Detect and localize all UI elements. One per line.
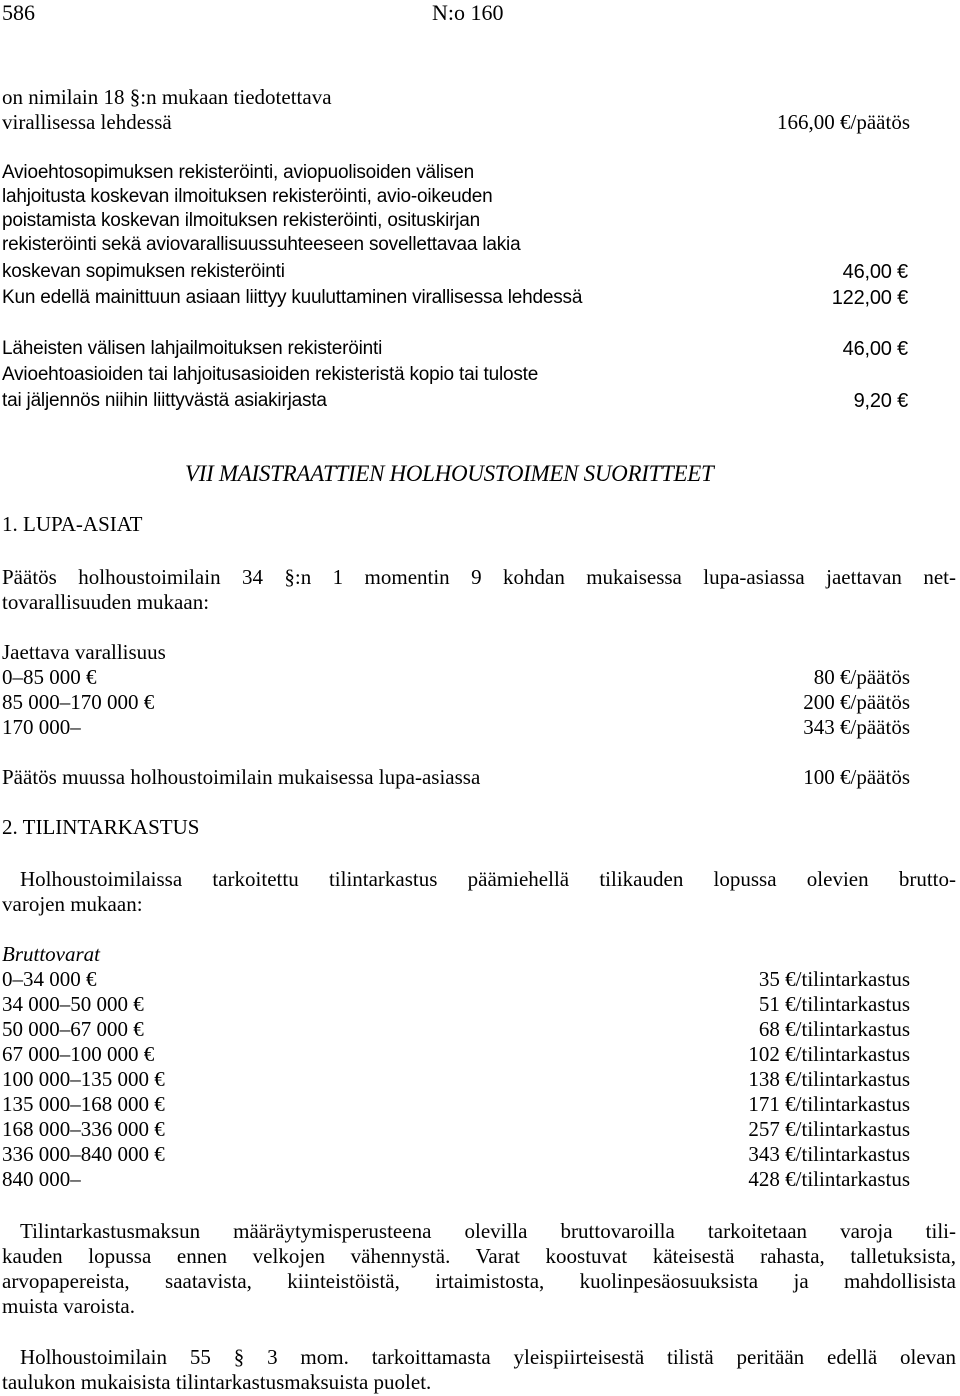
issue-number: N:o 160 xyxy=(432,0,504,25)
tilintarkastus-paragraph-2 xyxy=(2,1345,956,1395)
lupa-row-range: 85 000–170 000 € xyxy=(2,690,155,714)
tilintarkastus-intro-line1: Holhoustoimilaissa tarkoitettu tilintarkastus päämiehellä tilikauden lopussa olevien brutto- xyxy=(20,867,956,891)
block1-line1: on nimilain 18 §:n mukaan tiedotettava xyxy=(2,85,332,109)
lupa-other-label: Päätös muussa holhoustoimilain mukaisessa lupa-asiassa xyxy=(2,765,481,789)
tilintarkastus-row-range: 840 000– xyxy=(2,1167,81,1191)
lupa-intro-line1: Päätös holhoustoimilain 34 §:n 1 momentin 9 kohdan mukaisessa lupa-asiassa jaettavan net- xyxy=(2,565,956,589)
page-number: 586 xyxy=(2,0,35,25)
tilintarkastus-row-range: 100 000–135 000 € xyxy=(2,1067,165,1091)
tilintarkastus-row-fee: 138 €/tilintarkastus xyxy=(748,1067,910,1091)
block2-line3: poistamista koskevan ilmoituksen rekisteröinti, osituskirjan xyxy=(2,210,480,231)
lupa-heading: 1. LUPA-ASIAT xyxy=(2,512,143,536)
tilintarkastus-row-fee: 35 €/tilintarkastus xyxy=(758,967,910,991)
block2-line1: Avioehtosopimuksen rekisteröinti, aviopuolisoiden välisen xyxy=(2,162,474,183)
lupa-row-range: 0–85 000 € xyxy=(2,665,97,689)
tilintarkastus-row-fee: 257 €/tilintarkastus xyxy=(748,1117,910,1141)
lupa-row-range: 170 000– xyxy=(2,715,81,739)
block1-line2: virallisessa lehdessä xyxy=(2,110,172,134)
tilintarkastus-row-range: 168 000–336 000 € xyxy=(2,1117,165,1141)
block3-amount3: 9,20 € xyxy=(853,390,908,412)
lupa-other-fee: 100 €/päätös xyxy=(803,765,910,789)
tilintarkastus-row-fee: 171 €/tilintarkastus xyxy=(748,1092,910,1116)
paragraph-2-line: Holhoustoimilain 55 § 3 mom. tarkoittamasta yleispiirteisestä tilistä peritään edellä olevan xyxy=(20,1345,956,1369)
tilintarkastus-row-range: 67 000–100 000 € xyxy=(2,1042,155,1066)
paragraph-1-line: arvopapereista, saatavista, kiinteistöistä, irtaimistosta, kuolinpesäosuuksista ja mahdollisista xyxy=(2,1269,956,1293)
tilintarkastus-row-range: 50 000–67 000 € xyxy=(2,1017,144,1041)
section-title: VII MAISTRAATTIEN HOLHOUSTOIMEN SUORITTEET xyxy=(185,461,714,486)
tilintarkastus-row-fee: 428 €/tilintarkastus xyxy=(748,1167,910,1191)
lupa-row-fee: 200 €/päätös xyxy=(803,690,910,714)
lupa-table-heading: Jaettava varallisuus xyxy=(2,640,166,664)
tilintarkastus-intro-line2: varojen mukaan: xyxy=(2,892,143,916)
block3-line1: Läheisten välisen lahjailmoituksen rekisteröinti xyxy=(2,338,383,359)
paragraph-1-line: kauden lopussa ennen velkojen vähennystä. Varat koostuvat käteisestä rahasta, talletuksista, xyxy=(2,1244,956,1268)
paragraph-1-line: muista varoista. xyxy=(2,1294,135,1318)
block2-line4: rekisteröinti sekä aviovarallisuussuhteeseen sovellettavaa lakia xyxy=(2,234,521,255)
block2-line2: lahjoitusta koskevan ilmoituksen rekisteröinti, avio-oikeuden xyxy=(2,186,493,207)
tilintarkastus-row-range: 135 000–168 000 € xyxy=(2,1092,165,1116)
block1-amount: 166,00 €/päätös xyxy=(777,110,910,134)
tilintarkastus-intro xyxy=(2,867,956,917)
paragraph-1-line: Tilintarkastusmaksun määräytymisperusteena olevilla bruttovaroilla tarkoitetaan varoja tili- xyxy=(20,1219,956,1243)
tilintarkastus-row-fee: 102 €/tilintarkastus xyxy=(748,1042,910,1066)
tilintarkastus-row-fee: 51 €/tilintarkastus xyxy=(758,992,910,1016)
lupa-row-fee: 343 €/päätös xyxy=(803,715,910,739)
block2-amount6: 122,00 € xyxy=(831,287,908,309)
tilintarkastus-row-range: 0–34 000 € xyxy=(2,967,97,991)
block3-amount1: 46,00 € xyxy=(842,338,908,360)
tilintarkastus-row-range: 34 000–50 000 € xyxy=(2,992,144,1016)
tilintarkastus-table-heading: Bruttovarat xyxy=(2,942,100,966)
tilintarkastus-row-fee: 68 €/tilintarkastus xyxy=(758,1017,910,1041)
tilintarkastus-paragraph-1 xyxy=(2,1219,956,1319)
block2-line5: koskevan sopimuksen rekisteröinti xyxy=(2,261,285,282)
lupa-intro xyxy=(2,565,956,615)
paragraph-2-line: taulukon mukaisista tilintarkastusmaksuista puolet. xyxy=(2,1370,432,1394)
block2-line6: Kun edellä mainittuun asiaan liittyy kuuluttaminen virallisessa lehdessä xyxy=(2,287,583,308)
tilintarkastus-heading: 2. TILINTARKASTUS xyxy=(2,815,200,839)
block2-amount: 46,00 € xyxy=(842,261,908,283)
block3-line2: Avioehtoasioiden tai lahjoitusasioiden rekisteristä kopio tai tuloste xyxy=(2,364,539,385)
tilintarkastus-row-fee: 343 €/tilintarkastus xyxy=(748,1142,910,1166)
lupa-intro-line2: tovarallisuuden mukaan: xyxy=(2,590,210,614)
block3-line3: tai jäljennös niihin liittyvästä asiakirjasta xyxy=(2,390,327,411)
lupa-row-fee: 80 €/päätös xyxy=(813,665,910,689)
tilintarkastus-row-range: 336 000–840 000 € xyxy=(2,1142,165,1166)
